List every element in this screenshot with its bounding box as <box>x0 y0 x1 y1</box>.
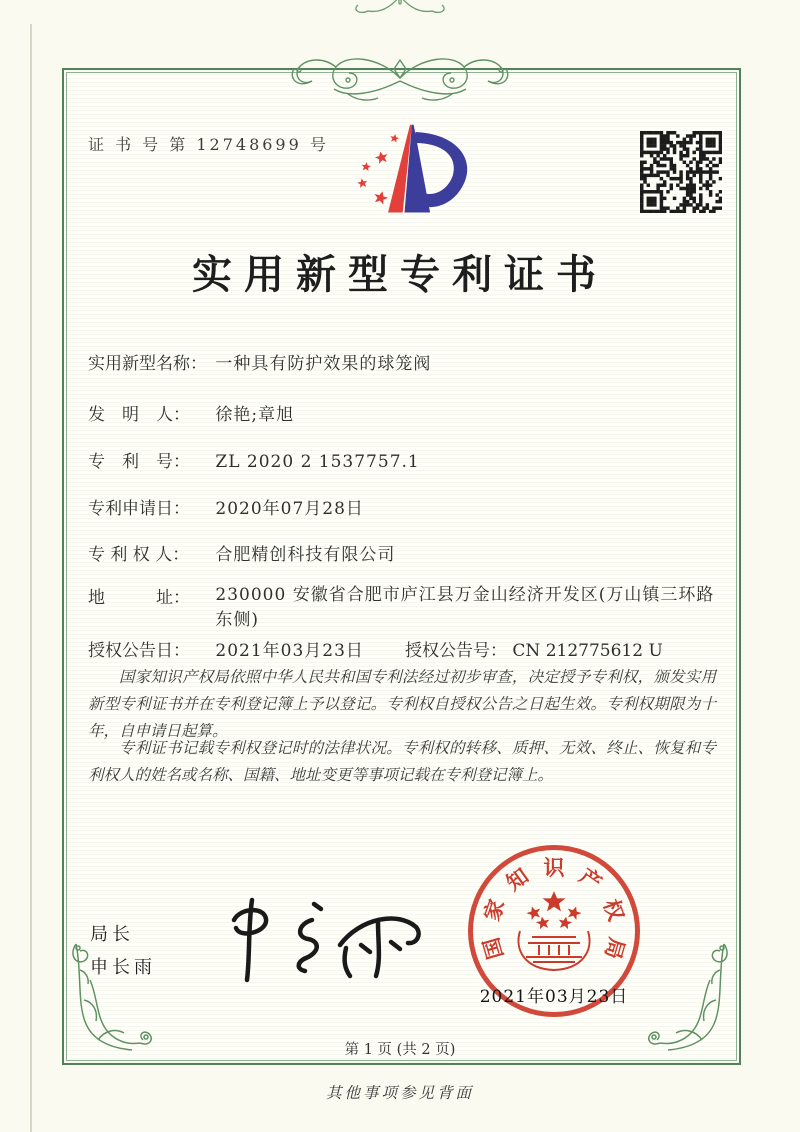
seal-ring-text: 国 家 知 识 产 权 局 <box>479 856 629 962</box>
top-edge-ornament-icon <box>338 0 462 16</box>
field-label: 专 利 权 人： <box>88 545 190 565</box>
field-label: 地 址： <box>88 588 190 608</box>
field-grant-date <box>88 636 364 661</box>
field-value: 230000 安徽省合肥市庐江县万金山经济开发区(万山镇三环路东侧) <box>215 585 715 630</box>
scan-page-edge <box>30 24 32 1132</box>
field-patentee <box>88 540 395 565</box>
field-label: 授权公告日： <box>88 641 190 661</box>
director-signature-icon <box>218 888 430 990</box>
top-flourish-ornament-icon <box>278 48 522 110</box>
field-utility-model-name <box>88 349 431 374</box>
field-value: 徐艳;章旭 <box>215 405 295 425</box>
field-value: 一种具有防护效果的球笼阀 <box>215 354 432 374</box>
field-value: CN 212775612 U <box>512 641 663 661</box>
certificate-number: 证 书 号 第 12748699 号 <box>88 135 329 154</box>
field-value: ZL 2020 2 1537757.1 <box>215 452 420 472</box>
legal-paragraph-1: 国家知识产权局依照中华人民共和国专利法经过初步审查，决定授予专利权，颁发实用新型专利证书并在专利登记簿上予以登记。专利权自授权公告之日起生效。专利权期限为十年，自申请日起算。 <box>88 668 716 740</box>
field-address <box>88 583 723 633</box>
signer-name: 申长雨 <box>90 957 156 978</box>
field-label: 授权公告号： <box>405 641 507 661</box>
seal-national-emblem-icon <box>508 881 600 981</box>
cnipa-logo-icon <box>346 112 474 238</box>
signer-title: 局长 <box>90 924 134 945</box>
field-label: 专 利 号： <box>88 452 190 472</box>
field-inventor <box>88 400 294 425</box>
qr-code-icon <box>640 131 722 213</box>
field-value: 合肥精创科技有限公司 <box>215 545 396 565</box>
field-label: 实用新型名称： <box>88 354 207 374</box>
field-filing-date <box>88 494 364 519</box>
field-label: 专利申请日： <box>88 499 190 519</box>
page-number: 第 1 页 (共 2 页) <box>344 1042 456 1058</box>
field-value: 2020年07月28日 <box>215 499 364 519</box>
field-label: 发 明 人： <box>88 405 190 425</box>
field-value: 2021年03月23日 <box>215 641 364 661</box>
field-grant-number <box>405 636 663 661</box>
seal-date: 2021年03月23日 <box>479 987 629 1007</box>
back-side-note: 其他事项参见背面 <box>325 1084 474 1102</box>
certificate-title: 实用新型专利证书 <box>192 251 608 298</box>
legal-paragraph-2: 专利证书记载专利权登记时的法律状况。专利权的转移、质押、无效、终止、恢复和专利权人的姓名或名称、国籍、地址变更等事项记载在专利登记簿上。 <box>88 739 716 784</box>
field-patent-number <box>88 447 420 472</box>
